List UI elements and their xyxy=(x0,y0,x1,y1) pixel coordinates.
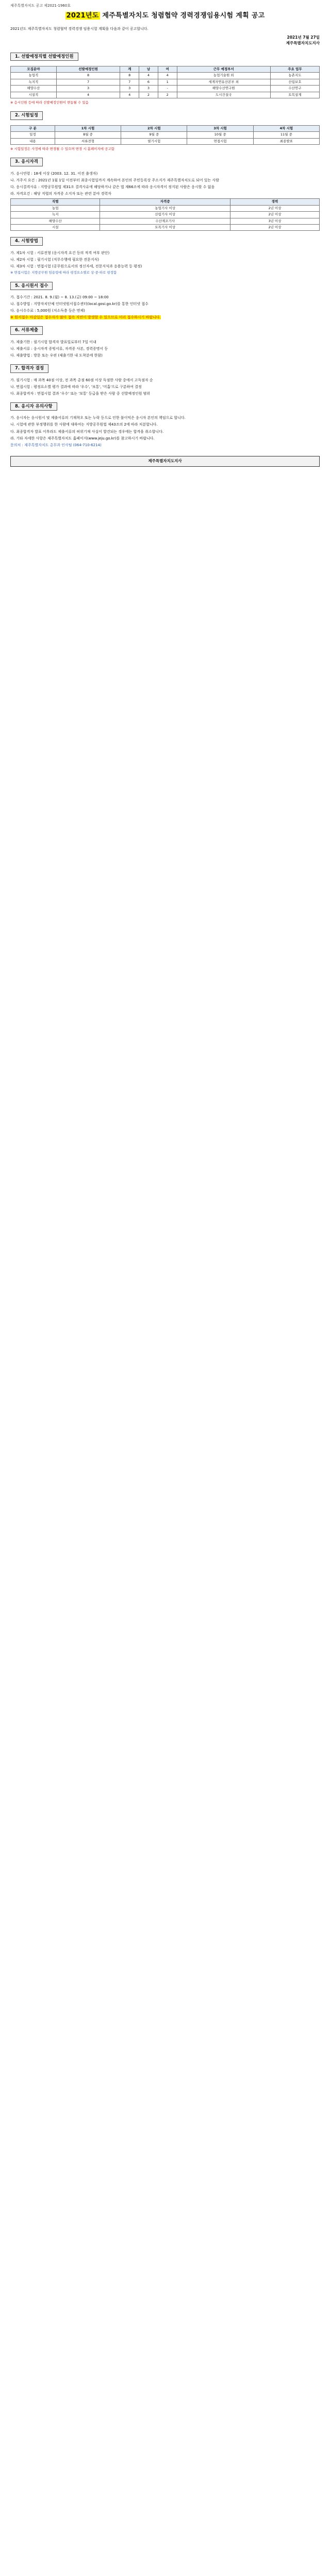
section-1 xyxy=(10,53,320,106)
cell: 4 xyxy=(56,92,120,98)
cell: 4 xyxy=(158,73,177,79)
cell: 필기시험 xyxy=(121,138,187,144)
cell: 4 xyxy=(120,92,139,98)
table-row xyxy=(11,86,320,92)
contact-info: 문의처 : 제주특별자치도 총무과 인사팀 (064-710-6214) xyxy=(10,443,102,447)
cell: 산림기사 이상 xyxy=(100,212,230,218)
th: 3차 시험 xyxy=(187,125,253,131)
cell: 7 xyxy=(56,79,120,85)
section-6 xyxy=(10,326,320,358)
th: 주요 업무 xyxy=(270,66,319,72)
cell: 1 xyxy=(158,79,177,85)
cell: 농촌지도 xyxy=(270,73,319,79)
recruit-table xyxy=(10,66,320,98)
cell: 3년 이상 xyxy=(230,218,319,224)
cell: 2년 이상 xyxy=(230,212,319,218)
cell: 2 xyxy=(158,92,177,98)
cell: 농업기사 이상 xyxy=(100,205,230,211)
table-note: ※ 응시인원 등에 따라 선발예정인원이 변동될 수 있음 xyxy=(10,100,89,105)
date-block xyxy=(10,35,320,46)
th: 4차 시험 xyxy=(253,125,319,131)
cell: 농업 xyxy=(11,205,100,211)
caution-item: 라. 기타 자세한 사항은 제주특별자치도 홈페이지(www.jeju.go.kr)를 참고하시기 바랍니다. xyxy=(10,436,155,440)
pass-item: 나. 면접시험 : 평정요소별 평가 결과에 따라 '우수', '보통', '미흡'으로 구분하여 결정 xyxy=(10,384,142,389)
table-row xyxy=(11,132,320,138)
notice-number: 제주특별자치도 공고 제2021-1960호 xyxy=(10,4,71,8)
cell: 3 xyxy=(56,86,120,92)
th: 여 xyxy=(158,66,177,72)
cell: 녹지 xyxy=(11,212,100,218)
cell: 농업직 xyxy=(11,73,57,79)
application-item: 가. 접수기간 : 2021. 8. 9.(월) ~ 8. 13.(금) 09:00 ~ 18:00 xyxy=(10,295,109,299)
table-row xyxy=(11,212,320,218)
issuer: 제주특별자치도지사 xyxy=(286,41,320,46)
title-year: 2021년도 xyxy=(66,12,99,20)
cell: 4 xyxy=(139,73,158,79)
cell: 시설직 xyxy=(11,92,57,98)
cell: 6 xyxy=(139,79,158,85)
th: 경력 xyxy=(230,199,319,205)
footer-issuer: 제주특별자치도지사 xyxy=(10,456,320,467)
document-item: 나. 제출서류 : 응시자격 증빙서류, 자격증 사본, 경력증명서 등 xyxy=(10,346,108,351)
document-item: 가. 제출기한 : 필기시험 합격자 발표일로부터 7일 이내 xyxy=(10,340,96,344)
cell: 해양수산연구원 xyxy=(177,86,270,92)
caution-item: 나. 시험에 관한 부정행위를 한 사람에 대하여는 지방공무원법 제43조의 2에 따라 처분합니다. xyxy=(10,422,158,427)
cell: 8 xyxy=(120,73,139,79)
cell: 8 xyxy=(56,73,120,79)
document-item: 다. 제출방법 : 방문 또는 우편 (제출기한 내 도착분에 한함) xyxy=(10,353,103,358)
application-item: 나. 접수방법 : 지방자치단체 인터넷원서접수센터(local.gosi.go.kr)를 통한 인터넷 접수 xyxy=(10,302,148,307)
cell: 10월 중 xyxy=(187,132,253,138)
th: 구 분 xyxy=(11,125,55,131)
th: 계 xyxy=(120,66,139,72)
section-4 xyxy=(10,237,320,275)
page-title xyxy=(10,11,320,21)
cell: 세계자연유산본부 외 xyxy=(177,79,270,85)
section-heading: 2. 시험일정 xyxy=(10,111,43,120)
cell: 해양수산 xyxy=(11,86,57,92)
cell: 11월 중 xyxy=(253,132,319,138)
cell: 수산연구 xyxy=(270,86,319,92)
table-row xyxy=(11,218,320,224)
method-item: 다. 제3차 시험 : 면접시험 (공무원으로서의 정신자세, 전문지식과 응용능력 등 평정) xyxy=(10,264,142,269)
license-table xyxy=(10,198,320,231)
pass-item: 다. 최종합격자 : 면접시험 결과 '우수' 또는 '보통' 등급을 받은 사람 중 선발예정인원 범위 xyxy=(10,391,151,396)
cell: 서류전형 xyxy=(55,138,121,144)
section-heading: 1. 선발예정직렬 선발예정인원 xyxy=(10,53,78,61)
table-row xyxy=(11,225,320,231)
cell: - xyxy=(158,86,177,92)
pass-item: 가. 필기시험 : 매 과목 40점 이상, 전 과목 총점 60점 이상 득점한 사람 중에서 고득점자 순 xyxy=(10,378,153,382)
caution-item: 다. 최종합격자 발표 이후라도 제출서류의 허위기재 사실이 발견되는 경우에는 합격을 취소합니다. xyxy=(10,429,164,434)
cell: 내용 xyxy=(11,138,55,144)
application-item: 다. 응시수수료 : 5,000원 (저소득층 등은 면제) xyxy=(10,309,85,313)
section-heading: 7. 합격자 결정 xyxy=(10,364,48,372)
section-heading: 6. 서류제출 xyxy=(10,326,43,334)
intro-text: 2021년도 제주특별자치도 청렴협약 경력경쟁 임용시험 계획을 다음과 같이 공고합니다. xyxy=(10,26,148,31)
section-7 xyxy=(10,364,320,396)
requirement-item: 라. 자격요건 : 해당 직렬의 자격증 소지자 또는 관련 분야 경력자 xyxy=(10,192,111,196)
cell: 9월 중 xyxy=(121,132,187,138)
cell: 일정 xyxy=(11,132,55,138)
cell: 7 xyxy=(120,79,139,85)
title-text: 제주특별자치도 청렴협약 경력경쟁임용시험 계획 공고 xyxy=(100,12,265,20)
requirement-item: 가. 응시연령 : 18세 이상 (2003. 12. 31. 이전 출생자) xyxy=(10,171,98,176)
cell: 8월 중 xyxy=(55,132,121,138)
table-row xyxy=(11,79,320,85)
highlight-text: ※ 원서접수 마감일은 접수자가 많아 접속 지연이 발생할 수 있으므로 미리 접수하시기 바랍니다. xyxy=(10,315,161,320)
th: 1차 시험 xyxy=(55,125,121,131)
cell: 토목설계 xyxy=(270,92,319,98)
cell: 도시건설국 xyxy=(177,92,270,98)
document-page xyxy=(5,0,325,472)
cell: 해양수산 xyxy=(11,218,100,224)
th: 남 xyxy=(139,66,158,72)
section-2 xyxy=(10,111,320,151)
th: 직렬 xyxy=(11,199,100,205)
schedule-table xyxy=(10,125,320,145)
section-heading: 5. 응시원서 접수 xyxy=(10,282,53,290)
cell: 2년 이상 xyxy=(230,225,319,231)
application-warning xyxy=(10,315,320,320)
cell: 3 xyxy=(120,86,139,92)
cell: 토목기사 이상 xyxy=(100,225,230,231)
method-item: 가. 제1차 시험 : 서류전형 (응시자격 요건 등의 적격 여부 판단) xyxy=(10,250,110,255)
cell: 2년 이상 xyxy=(230,205,319,211)
cell: 시설 xyxy=(11,225,100,231)
th: 모집분야 xyxy=(11,66,57,72)
schedule-note: ※ 시험일정은 사정에 따라 변경될 수 있으며 변경 시 홈페이지에 공고함 xyxy=(10,147,114,151)
table-row xyxy=(11,205,320,211)
section-heading: 4. 시험방법 xyxy=(10,237,43,245)
requirement-item: 나. 거주지 요건 : 2021년 1월 1일 이전부터 최종시험일까지 계속하여 본인의 주민등록상 주소지가 제주특별자치도로 되어 있는 사람 xyxy=(10,178,220,182)
caution-item: 가. 응시자는 응시원서 및 제출서류의 기재착오 또는 누락 등으로 인한 불이익은 응시자 본인의 책임으로 합니다. xyxy=(10,416,186,420)
section-8 xyxy=(10,402,320,448)
section-heading: 3. 응시자격 xyxy=(10,158,43,166)
cell: 2 xyxy=(139,92,158,98)
cell: 면접시험 xyxy=(187,138,253,144)
cell: 녹지직 xyxy=(11,79,57,85)
table-row xyxy=(11,73,320,79)
cell: 3 xyxy=(139,86,158,92)
section-5 xyxy=(10,282,320,320)
section-heading: 8. 응시자 유의사항 xyxy=(10,402,57,411)
section-3 xyxy=(10,158,320,231)
method-note: ※ 면접시험은 지방공무원 임용령에 따라 평정요소별로 상·중·하로 평정함 xyxy=(10,270,117,275)
th: 자격증 xyxy=(100,199,230,205)
cell: 산림보호 xyxy=(270,79,319,85)
cell: 농업기술원 외 xyxy=(177,73,270,79)
cell: 수산제조기사 xyxy=(100,218,230,224)
issue-date: 2021년 7월 27일 xyxy=(287,35,320,40)
th: 2차 시험 xyxy=(121,125,187,131)
requirement-item: 다. 응시결격사유 : 지방공무원법 제31조 결격사유에 해당하거나 같은 법 제66조에 따라 응시자격이 정지된 사람은 응시할 수 없음 xyxy=(10,185,215,190)
method-item: 나. 제2차 시험 : 필기시험 (직무수행에 필요한 전문지식) xyxy=(10,257,100,262)
cell: 최종발표 xyxy=(253,138,319,144)
th: 근무 예정부서 xyxy=(177,66,270,72)
table-row xyxy=(11,138,320,144)
table-row xyxy=(11,92,320,98)
th: 선발예정인원 xyxy=(56,66,120,72)
